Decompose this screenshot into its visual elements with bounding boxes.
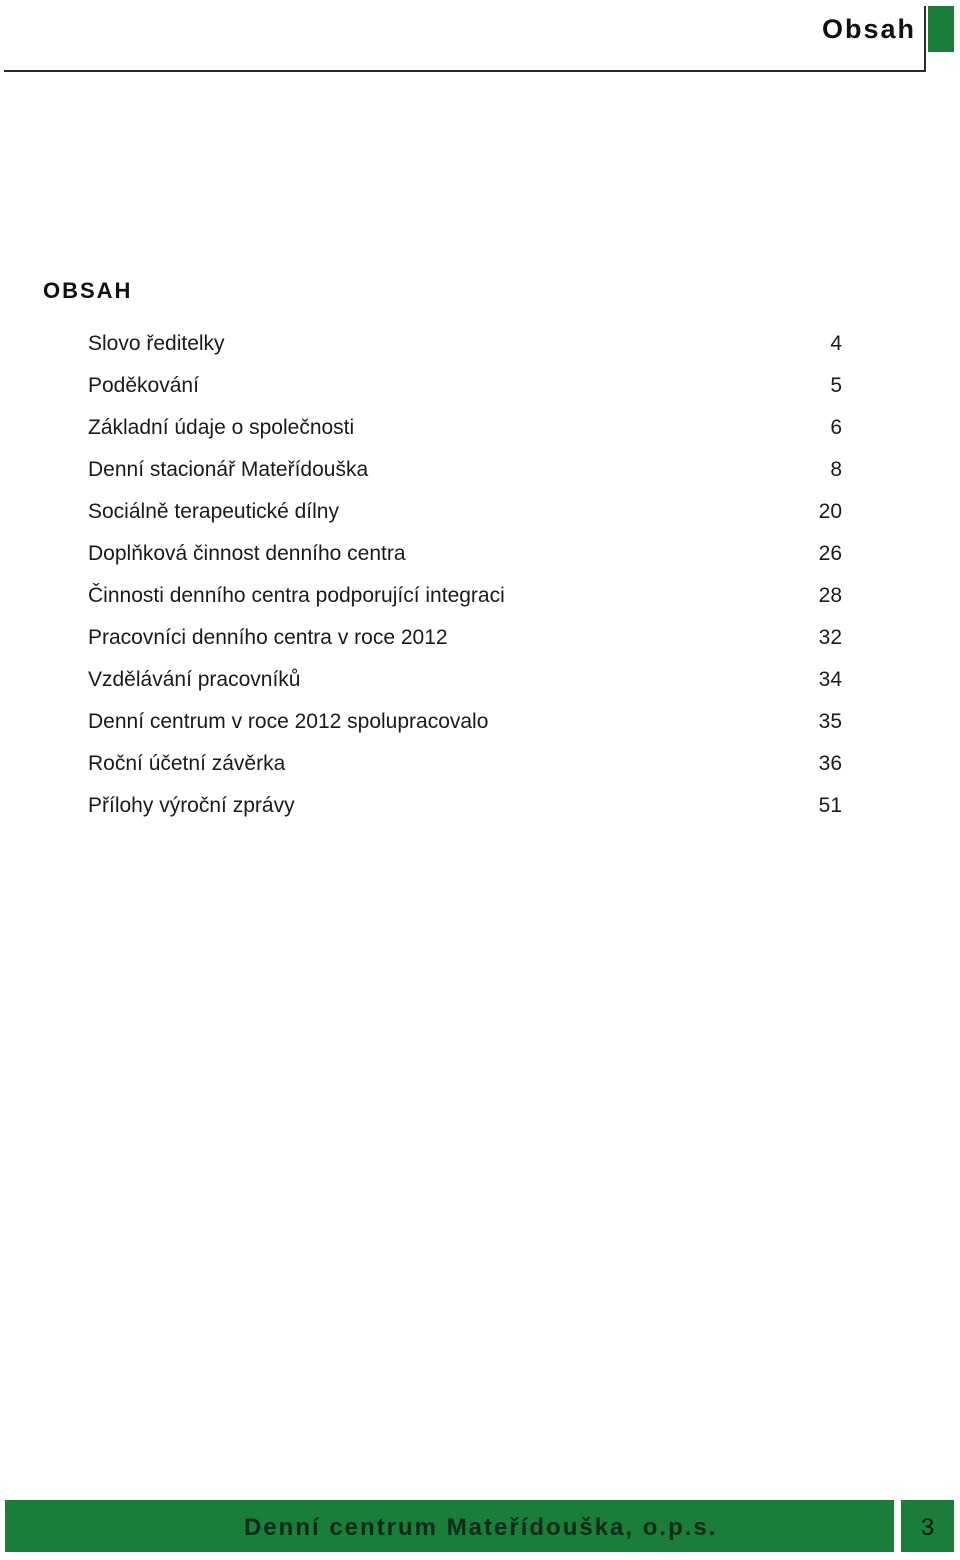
toc-heading: OBSAH: [43, 278, 133, 303]
toc-item-page: 4: [830, 332, 842, 355]
toc-item[interactable]: [88, 663, 842, 705]
toc-item-label: Základní údaje o společnosti: [88, 416, 355, 439]
toc-item[interactable]: [88, 327, 842, 369]
toc-item[interactable]: [88, 579, 842, 621]
page-header-title: Obsah: [821, 14, 916, 44]
toc-item-page: 35: [818, 710, 842, 733]
toc-item[interactable]: [88, 411, 842, 453]
toc-item-page: 8: [830, 458, 842, 481]
toc-item-label: Činnosti denního centra podporující integraci: [88, 584, 505, 607]
toc-item-label: Přílohy výroční zprávy: [88, 794, 295, 817]
toc-item-label: Pracovníci denního centra v roce 2012: [88, 626, 448, 649]
toc-item[interactable]: [88, 789, 842, 831]
toc-item[interactable]: [88, 621, 842, 663]
toc-item-page: 34: [818, 668, 842, 691]
toc-item[interactable]: [88, 537, 842, 579]
toc-item-label: Sociálně terapeutické dílny: [88, 500, 339, 523]
toc-item[interactable]: [88, 747, 842, 789]
toc-item-label: Doplňková činnost denního centra: [88, 542, 406, 565]
table-of-contents: [88, 327, 842, 831]
toc-item-page: 51: [818, 794, 842, 817]
toc-item-label: Poděkování: [88, 374, 199, 397]
toc-item[interactable]: [88, 453, 842, 495]
toc-item-label: Vzdělávání pracovníků: [88, 668, 301, 691]
toc-item[interactable]: [88, 495, 842, 537]
toc-item-page: 26: [818, 542, 842, 565]
toc-item-page: 32: [818, 626, 842, 649]
toc-item-label: Denní stacionář Mateřídouška: [88, 458, 369, 481]
toc-item-page: 6: [830, 416, 842, 439]
header-rule-horizontal: [4, 70, 926, 72]
page-number: 3: [920, 1514, 935, 1541]
toc-item-page: 36: [818, 752, 842, 775]
header-accent-block: [928, 6, 954, 52]
toc-item[interactable]: [88, 369, 842, 411]
toc-item-page: 5: [830, 374, 842, 397]
toc-item-label: Roční účetní závěrka: [88, 752, 286, 775]
footer-organization: Denní centrum Mateřídouška, o.p.s.: [244, 1514, 718, 1541]
toc-item-page: 28: [818, 584, 842, 607]
header-rule-vertical: [924, 6, 926, 72]
toc-item-label: Slovo ředitelky: [88, 332, 225, 355]
toc-item-label: Denní centrum v roce 2012 spolupracovalo: [88, 710, 489, 733]
toc-item[interactable]: [88, 705, 842, 747]
toc-item-page: 20: [818, 500, 842, 523]
